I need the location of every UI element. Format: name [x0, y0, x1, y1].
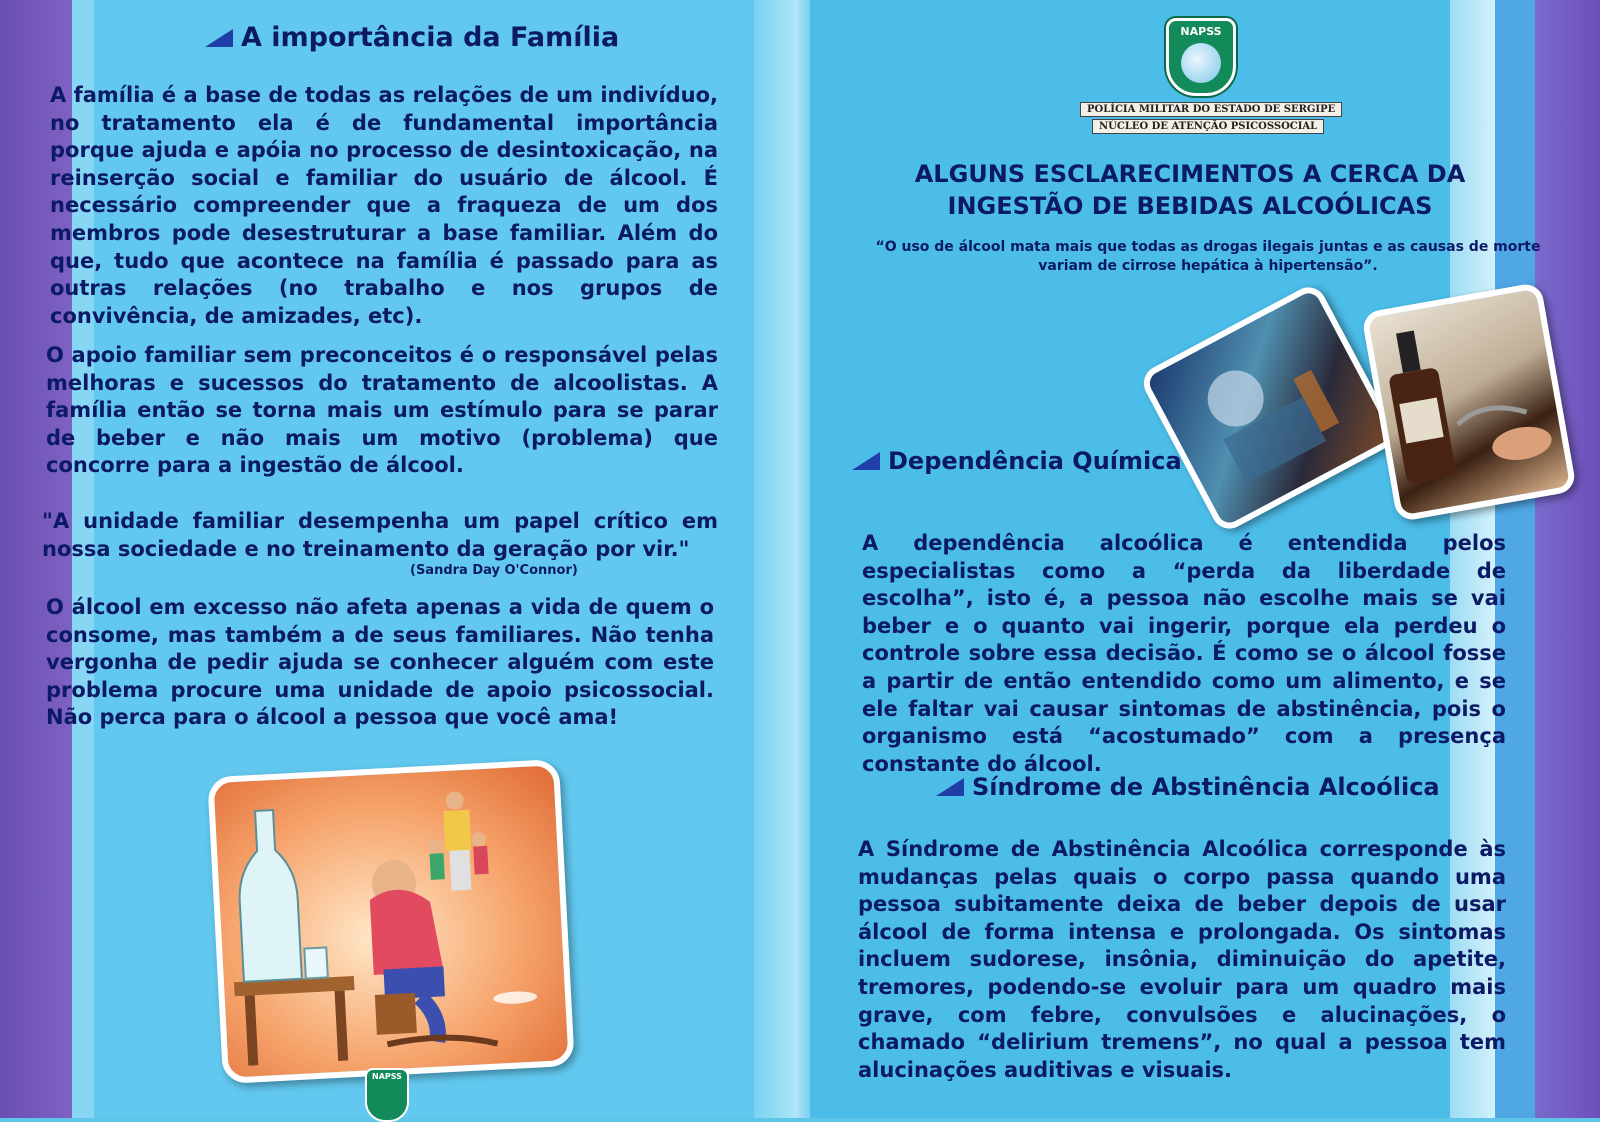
family-paragraph-3: O álcool em excesso não afeta apenas a vida de quem o consome, mas também a de seus familiares. Não tenha vergonha de pedir ajuda se conhecer alguém com este problema procure uma unidade de apoio psicossocial. Não perca para o álcool a pessoa que você ama! — [46, 595, 714, 730]
triangle-bullet-icon — [852, 452, 880, 470]
family-paragraph-2: O apoio familiar sem preconceitos é o responsável pelas melhoras e sucessos do tratamento de alcoolistas. A família então se torna mais um estímulo para se parar de beber e não mais um motivo (problema) que concorre para a ingestão de álcool. — [46, 343, 718, 478]
drunk-man-cartoon-image — [207, 759, 575, 1084]
napss-small-logo — [365, 1068, 409, 1122]
bottle-handcuffs-photo — [1361, 282, 1577, 522]
logo-text: NAPSS — [1180, 25, 1222, 38]
quote-author: (Sandra Day O'Connor) — [410, 563, 578, 578]
family-paragraph-1: A família é a base de todas as relações de um indivíduo, no tratamento ela é de fundamental importância porque ajuda e apóia no processo de desintoxicação, na reinserção social e familiar do usuário de álcool. É necessário compreender que a fraqueza de um dos membros pode desestruturar a base familiar. Além do que, tudo que acontece na família é passado para as outras relações (no trabalho e nos grupos de convivência, de amizades, etc). — [50, 83, 718, 328]
napss-logo — [1166, 18, 1236, 96]
globe-hands-icon — [1181, 43, 1221, 83]
family-heading — [205, 22, 619, 53]
dependency-paragraph: A dependência alcoólica é entendida pelos especialistas como a “perda da liberdade de escolha”, isto é, a pessoa não escolhe mais se vai beber e o quanto vai ingerir, porque ela perdeu o controle sobre essa decisão. É como se o álcool fosse a partir de então entendido como um alimento, e se ele faltar vai causar sintomas de abstinência, pois o organismo está “acostumado” com a presença constante do álcool. — [862, 531, 1506, 776]
intro-quote-line-1: “O uso de álcool mata mais que todas as drogas ilegais juntas e as causas de morte — [875, 239, 1541, 255]
main-title — [900, 158, 1480, 222]
family-quote: "A unidade familiar desempenha um papel crítico em nossa sociedade e no treinamento da geração por vir." — [42, 509, 718, 561]
family-heading-text: A importância da Família — [241, 22, 620, 53]
main-title-line-1: ALGUNS ESCLARECIMENTOS A CERCA DA — [914, 160, 1466, 188]
triangle-bullet-icon — [205, 29, 233, 47]
left-edge-stripe — [754, 0, 794, 1118]
triangle-bullet-icon — [936, 778, 964, 796]
withdrawal-heading-text: Síndrome de Abstinência Alcoólica — [972, 773, 1440, 801]
withdrawal-paragraph: A Síndrome de Abstinência Alcoólica corresponde às mudanças pelas quais o corpo passa quando uma pessoa subitamente deixa de beber depois de usar álcool de forma intensa e prolongada. Os sintomas incluem sudorese, insônia, diminuição do apetite, tremores, podendo-se evoluir para um quadro mais grave, com febre, convulsões e alucinações, o chamado “delirium tremens”, no qual a pessoa tem alucinações auditivas e visuais. — [858, 837, 1506, 1082]
dependency-heading-text: Dependência Química — [888, 447, 1182, 475]
banner-line-2: NÚCLEO DE ATENÇÃO PSICOSSOCIAL — [1092, 119, 1324, 134]
bottle-handcuffs-photo-icon — [1368, 289, 1570, 515]
small-logo-text: NAPSS — [372, 1072, 402, 1081]
banner-line-1: POLÍCIA MILITAR DO ESTADO DE SERGIPE — [1080, 102, 1342, 117]
center-fold — [794, 0, 810, 1118]
main-title-line-2: INGESTÃO DE BEBIDAS ALCOÓLICAS — [947, 192, 1433, 220]
intro-quote — [838, 238, 1578, 276]
dependency-heading — [852, 447, 1182, 475]
cartoon-illustration-icon — [214, 765, 569, 1077]
intro-quote-line-2: variam de cirrose hepática à hipertensão”. — [1038, 258, 1378, 274]
right-purple-border — [1535, 0, 1600, 1118]
withdrawal-heading — [936, 773, 1440, 801]
